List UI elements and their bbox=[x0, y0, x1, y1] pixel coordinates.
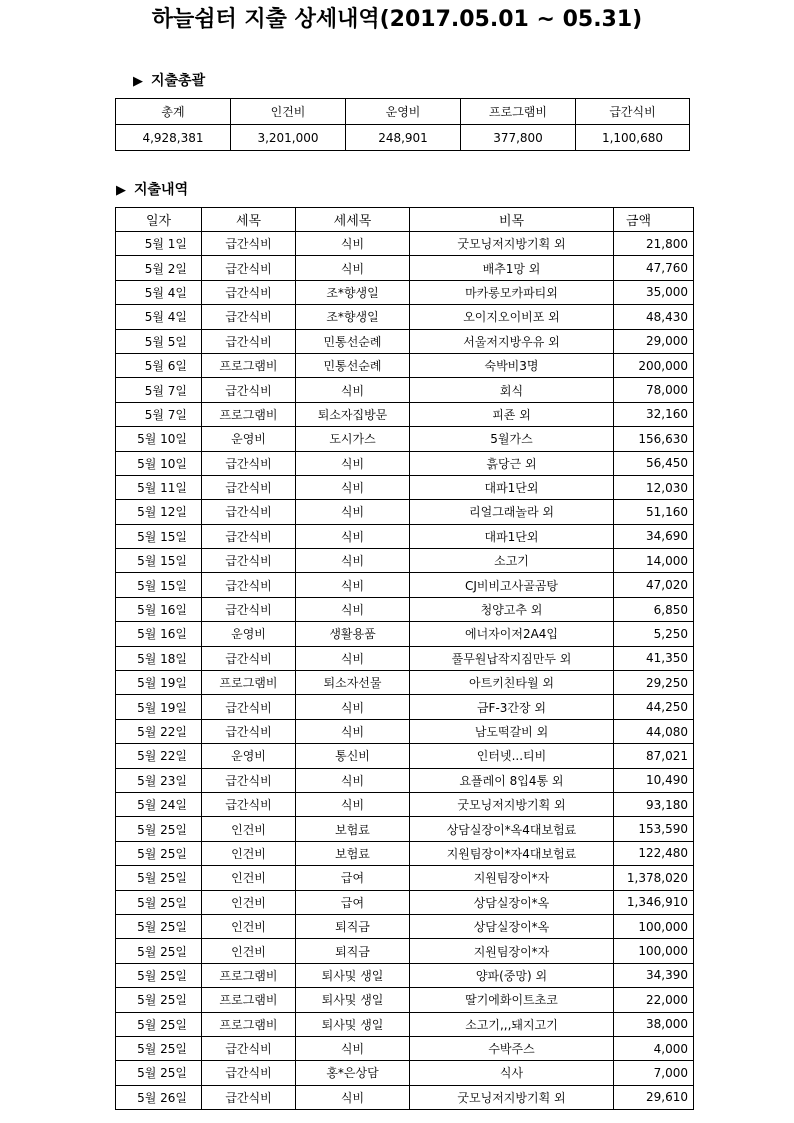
category-cell: 운영비 bbox=[202, 427, 296, 451]
details-table bbox=[115, 207, 694, 1110]
subcategory-cell: 보험료 bbox=[296, 841, 410, 865]
details-header-cell: 비목 bbox=[410, 208, 614, 232]
subcategory-cell: 퇴직금 bbox=[296, 939, 410, 963]
table-row bbox=[116, 817, 694, 841]
table-row bbox=[116, 256, 694, 280]
subcategory-cell: 퇴소자집방문 bbox=[296, 402, 410, 426]
item-cell: 지원팀장이*자 bbox=[410, 939, 614, 963]
date-cell: 5월 25일 bbox=[116, 963, 202, 987]
item-cell: 굿모닝저지방기획 외 bbox=[410, 1085, 614, 1109]
table-row bbox=[116, 671, 694, 695]
item-cell: 굿모닝저지방기획 외 bbox=[410, 792, 614, 816]
table-row bbox=[116, 329, 694, 353]
summary-value-cell: 377,800 bbox=[461, 125, 576, 151]
item-cell: 흙당근 외 bbox=[410, 451, 614, 475]
category-cell: 급간식비 bbox=[202, 597, 296, 621]
details-heading bbox=[116, 179, 188, 199]
category-cell: 급간식비 bbox=[202, 1085, 296, 1109]
date-cell: 5월 7일 bbox=[116, 402, 202, 426]
subcategory-cell: 식비 bbox=[296, 695, 410, 719]
date-cell: 5월 24일 bbox=[116, 792, 202, 816]
date-cell: 5월 4일 bbox=[116, 305, 202, 329]
amount-cell: 32,160 bbox=[614, 402, 694, 426]
category-cell: 인건비 bbox=[202, 939, 296, 963]
category-cell: 급간식비 bbox=[202, 573, 296, 597]
category-cell: 급간식비 bbox=[202, 768, 296, 792]
amount-cell: 4,000 bbox=[614, 1036, 694, 1060]
amount-cell: 1,378,020 bbox=[614, 866, 694, 890]
details-header-row bbox=[116, 208, 694, 232]
item-cell: 대파1단외 bbox=[410, 475, 614, 499]
table-row bbox=[116, 890, 694, 914]
subcategory-cell: 퇴직금 bbox=[296, 914, 410, 938]
item-cell: 배추1망 외 bbox=[410, 256, 614, 280]
details-header-cell: 세세목 bbox=[296, 208, 410, 232]
summary-heading bbox=[133, 70, 205, 90]
date-cell: 5월 18일 bbox=[116, 646, 202, 670]
table-row bbox=[116, 768, 694, 792]
item-cell: 숙박비3명 bbox=[410, 353, 614, 377]
page-title: 하늘쉼터 지출 상세내역(2017.05.01 ~ 05.31) bbox=[151, 7, 643, 32]
table-row bbox=[116, 353, 694, 377]
table-row bbox=[116, 475, 694, 499]
table-row bbox=[116, 841, 694, 865]
category-cell: 급간식비 bbox=[202, 500, 296, 524]
summary-value-cell: 248,901 bbox=[346, 125, 461, 151]
category-cell: 급간식비 bbox=[202, 329, 296, 353]
category-cell: 급간식비 bbox=[202, 232, 296, 256]
triangle-right-icon: ▶ bbox=[116, 183, 126, 198]
category-cell: 급간식비 bbox=[202, 792, 296, 816]
item-cell: 대파1단외 bbox=[410, 524, 614, 548]
date-cell: 5월 12일 bbox=[116, 500, 202, 524]
item-cell: 상담실장이*옥 bbox=[410, 914, 614, 938]
subcategory-cell: 홍*은상담 bbox=[296, 1061, 410, 1085]
subcategory-cell: 식비 bbox=[296, 719, 410, 743]
amount-cell: 47,020 bbox=[614, 573, 694, 597]
item-cell: 에너자이저2A4입 bbox=[410, 622, 614, 646]
table-row bbox=[116, 866, 694, 890]
item-cell: 인터넷...티비 bbox=[410, 744, 614, 768]
amount-cell: 10,490 bbox=[614, 768, 694, 792]
amount-cell: 29,000 bbox=[614, 329, 694, 353]
item-cell: 지원팀장이*자4대보험료 bbox=[410, 841, 614, 865]
subcategory-cell: 식비 bbox=[296, 475, 410, 499]
date-cell: 5월 25일 bbox=[116, 890, 202, 914]
subcategory-cell: 식비 bbox=[296, 549, 410, 573]
item-cell: 청양고추 외 bbox=[410, 597, 614, 621]
subcategory-cell: 퇴사및 생일 bbox=[296, 1012, 410, 1036]
subcategory-cell: 식비 bbox=[296, 524, 410, 548]
table-row bbox=[116, 988, 694, 1012]
category-cell: 급간식비 bbox=[202, 451, 296, 475]
item-cell: 회식 bbox=[410, 378, 614, 402]
amount-cell: 48,430 bbox=[614, 305, 694, 329]
details-header-cell: 세목 bbox=[202, 208, 296, 232]
subcategory-cell: 식비 bbox=[296, 500, 410, 524]
subcategory-cell: 조*향생일 bbox=[296, 305, 410, 329]
subcategory-cell: 급여 bbox=[296, 890, 410, 914]
details-header-cell: 금액 bbox=[614, 208, 694, 232]
date-cell: 5월 25일 bbox=[116, 988, 202, 1012]
table-row bbox=[116, 573, 694, 597]
date-cell: 5월 25일 bbox=[116, 939, 202, 963]
subcategory-cell: 식비 bbox=[296, 232, 410, 256]
table-row bbox=[116, 524, 694, 548]
subcategory-cell: 식비 bbox=[296, 256, 410, 280]
date-cell: 5월 16일 bbox=[116, 622, 202, 646]
table-row bbox=[116, 280, 694, 304]
summary-header-cell: 급간식비 bbox=[576, 99, 690, 125]
date-cell: 5월 11일 bbox=[116, 475, 202, 499]
date-cell: 5월 10일 bbox=[116, 427, 202, 451]
table-row bbox=[116, 232, 694, 256]
amount-cell: 100,000 bbox=[614, 939, 694, 963]
amount-cell: 47,760 bbox=[614, 256, 694, 280]
amount-cell: 38,000 bbox=[614, 1012, 694, 1036]
category-cell: 프로그램비 bbox=[202, 402, 296, 426]
amount-cell: 29,610 bbox=[614, 1085, 694, 1109]
subcategory-cell: 식비 bbox=[296, 378, 410, 402]
item-cell: 5월가스 bbox=[410, 427, 614, 451]
table-row bbox=[116, 939, 694, 963]
subcategory-cell: 식비 bbox=[296, 646, 410, 670]
table-row bbox=[116, 695, 694, 719]
table-row bbox=[116, 622, 694, 646]
category-cell: 인건비 bbox=[202, 914, 296, 938]
summary-heading-text: 지출총괄 bbox=[151, 73, 206, 89]
category-cell: 급간식비 bbox=[202, 1036, 296, 1060]
table-row bbox=[116, 305, 694, 329]
summary-value-row bbox=[116, 125, 690, 151]
amount-cell: 56,450 bbox=[614, 451, 694, 475]
summary-header-cell: 인건비 bbox=[231, 99, 346, 125]
item-cell: 지원팀장이*자 bbox=[410, 866, 614, 890]
date-cell: 5월 4일 bbox=[116, 280, 202, 304]
table-row bbox=[116, 451, 694, 475]
date-cell: 5월 25일 bbox=[116, 817, 202, 841]
subcategory-cell: 식비 bbox=[296, 792, 410, 816]
details-header-cell: 일자 bbox=[116, 208, 202, 232]
table-row bbox=[116, 1085, 694, 1109]
category-cell: 급간식비 bbox=[202, 378, 296, 402]
item-cell: 금F-3간장 외 bbox=[410, 695, 614, 719]
table-row bbox=[116, 914, 694, 938]
category-cell: 운영비 bbox=[202, 622, 296, 646]
summary-header-cell: 운영비 bbox=[346, 99, 461, 125]
subcategory-cell: 통신비 bbox=[296, 744, 410, 768]
category-cell: 급간식비 bbox=[202, 305, 296, 329]
item-cell: 양파(중망) 외 bbox=[410, 963, 614, 987]
subcategory-cell: 퇴소자선물 bbox=[296, 671, 410, 695]
subcategory-cell: 민통선순례 bbox=[296, 353, 410, 377]
details-body bbox=[116, 232, 694, 1110]
date-cell: 5월 23일 bbox=[116, 768, 202, 792]
category-cell: 급간식비 bbox=[202, 719, 296, 743]
amount-cell: 200,000 bbox=[614, 353, 694, 377]
amount-cell: 41,350 bbox=[614, 646, 694, 670]
subcategory-cell: 식비 bbox=[296, 768, 410, 792]
subcategory-cell: 식비 bbox=[296, 573, 410, 597]
table-row bbox=[116, 744, 694, 768]
summary-header-cell: 총계 bbox=[116, 99, 231, 125]
amount-cell: 34,390 bbox=[614, 963, 694, 987]
amount-cell: 153,590 bbox=[614, 817, 694, 841]
subcategory-cell: 조*향생일 bbox=[296, 280, 410, 304]
category-cell: 급간식비 bbox=[202, 695, 296, 719]
subcategory-cell: 민통선순례 bbox=[296, 329, 410, 353]
category-cell: 급간식비 bbox=[202, 475, 296, 499]
amount-cell: 7,000 bbox=[614, 1061, 694, 1085]
date-cell: 5월 22일 bbox=[116, 744, 202, 768]
subcategory-cell: 식비 bbox=[296, 1085, 410, 1109]
subcategory-cell: 식비 bbox=[296, 451, 410, 475]
date-cell: 5월 7일 bbox=[116, 378, 202, 402]
table-row bbox=[116, 597, 694, 621]
item-cell: 소고기,,,돼지고기 bbox=[410, 1012, 614, 1036]
date-cell: 5월 2일 bbox=[116, 256, 202, 280]
subcategory-cell: 생활용품 bbox=[296, 622, 410, 646]
item-cell: 리얼그래놀라 외 bbox=[410, 500, 614, 524]
amount-cell: 35,000 bbox=[614, 280, 694, 304]
date-cell: 5월 5일 bbox=[116, 329, 202, 353]
table-row bbox=[116, 500, 694, 524]
amount-cell: 29,250 bbox=[614, 671, 694, 695]
item-cell: 소고기 bbox=[410, 549, 614, 573]
subcategory-cell: 식비 bbox=[296, 1036, 410, 1060]
date-cell: 5월 19일 bbox=[116, 671, 202, 695]
item-cell: 상담실장이*옥 bbox=[410, 890, 614, 914]
item-cell: 피죤 외 bbox=[410, 402, 614, 426]
item-cell: 요플레이 8입4통 외 bbox=[410, 768, 614, 792]
date-cell: 5월 25일 bbox=[116, 841, 202, 865]
category-cell: 급간식비 bbox=[202, 280, 296, 304]
date-cell: 5월 6일 bbox=[116, 353, 202, 377]
subcategory-cell: 급여 bbox=[296, 866, 410, 890]
details-heading-text: 지출내역 bbox=[134, 182, 189, 198]
category-cell: 급간식비 bbox=[202, 256, 296, 280]
amount-cell: 87,021 bbox=[614, 744, 694, 768]
date-cell: 5월 15일 bbox=[116, 549, 202, 573]
date-cell: 5월 22일 bbox=[116, 719, 202, 743]
amount-cell: 44,250 bbox=[614, 695, 694, 719]
category-cell: 프로그램비 bbox=[202, 1012, 296, 1036]
table-row bbox=[116, 402, 694, 426]
category-cell: 급간식비 bbox=[202, 646, 296, 670]
triangle-right-icon: ▶ bbox=[133, 74, 143, 89]
table-row bbox=[116, 1061, 694, 1085]
amount-cell: 22,000 bbox=[614, 988, 694, 1012]
amount-cell: 1,346,910 bbox=[614, 890, 694, 914]
summary-value-cell: 3,201,000 bbox=[231, 125, 346, 151]
item-cell: 수박주스 bbox=[410, 1036, 614, 1060]
date-cell: 5월 10일 bbox=[116, 451, 202, 475]
date-cell: 5월 25일 bbox=[116, 1061, 202, 1085]
category-cell: 프로그램비 bbox=[202, 988, 296, 1012]
date-cell: 5월 26일 bbox=[116, 1085, 202, 1109]
summary-value-cell: 4,928,381 bbox=[116, 125, 231, 151]
subcategory-cell: 퇴사및 생일 bbox=[296, 988, 410, 1012]
table-row bbox=[116, 427, 694, 451]
category-cell: 운영비 bbox=[202, 744, 296, 768]
summary-header-row bbox=[116, 99, 690, 125]
amount-cell: 34,690 bbox=[614, 524, 694, 548]
table-row bbox=[116, 646, 694, 670]
amount-cell: 44,080 bbox=[614, 719, 694, 743]
table-row bbox=[116, 1012, 694, 1036]
date-cell: 5월 1일 bbox=[116, 232, 202, 256]
date-cell: 5월 25일 bbox=[116, 866, 202, 890]
amount-cell: 93,180 bbox=[614, 792, 694, 816]
date-cell: 5월 15일 bbox=[116, 573, 202, 597]
item-cell: 아트키친타월 외 bbox=[410, 671, 614, 695]
table-row bbox=[116, 1036, 694, 1060]
amount-cell: 51,160 bbox=[614, 500, 694, 524]
category-cell: 프로그램비 bbox=[202, 963, 296, 987]
summary-table bbox=[115, 98, 690, 151]
item-cell: 상담실장이*옥4대보험료 bbox=[410, 817, 614, 841]
table-row bbox=[116, 378, 694, 402]
category-cell: 인건비 bbox=[202, 841, 296, 865]
date-cell: 5월 16일 bbox=[116, 597, 202, 621]
table-row bbox=[116, 963, 694, 987]
summary-header-cell: 프로그램비 bbox=[461, 99, 576, 125]
subcategory-cell: 퇴사및 생일 bbox=[296, 963, 410, 987]
item-cell: 식사 bbox=[410, 1061, 614, 1085]
category-cell: 급간식비 bbox=[202, 1061, 296, 1085]
summary-value-cell: 1,100,680 bbox=[576, 125, 690, 151]
item-cell: CJ비비고사골곰탕 bbox=[410, 573, 614, 597]
category-cell: 인건비 bbox=[202, 890, 296, 914]
date-cell: 5월 25일 bbox=[116, 1036, 202, 1060]
amount-cell: 122,480 bbox=[614, 841, 694, 865]
date-cell: 5월 19일 bbox=[116, 695, 202, 719]
category-cell: 급간식비 bbox=[202, 549, 296, 573]
date-cell: 5월 25일 bbox=[116, 1012, 202, 1036]
item-cell: 딸기에화이트초코 bbox=[410, 988, 614, 1012]
subcategory-cell: 도시가스 bbox=[296, 427, 410, 451]
item-cell: 굿모닝저지방기획 외 bbox=[410, 232, 614, 256]
subcategory-cell: 보험료 bbox=[296, 817, 410, 841]
item-cell: 풀무원납작지짐만두 외 bbox=[410, 646, 614, 670]
date-cell: 5월 25일 bbox=[116, 914, 202, 938]
table-row bbox=[116, 792, 694, 816]
amount-cell: 14,000 bbox=[614, 549, 694, 573]
amount-cell: 78,000 bbox=[614, 378, 694, 402]
amount-cell: 6,850 bbox=[614, 597, 694, 621]
date-cell: 5월 15일 bbox=[116, 524, 202, 548]
item-cell: 오이지오이비포 외 bbox=[410, 305, 614, 329]
category-cell: 인건비 bbox=[202, 866, 296, 890]
category-cell: 프로그램비 bbox=[202, 353, 296, 377]
category-cell: 급간식비 bbox=[202, 524, 296, 548]
amount-cell: 100,000 bbox=[614, 914, 694, 938]
item-cell: 마카롱모카파티외 bbox=[410, 280, 614, 304]
amount-cell: 21,800 bbox=[614, 232, 694, 256]
item-cell: 서울저지방우유 외 bbox=[410, 329, 614, 353]
table-row bbox=[116, 719, 694, 743]
amount-cell: 156,630 bbox=[614, 427, 694, 451]
category-cell: 프로그램비 bbox=[202, 671, 296, 695]
table-row bbox=[116, 549, 694, 573]
item-cell: 남도떡갈비 외 bbox=[410, 719, 614, 743]
amount-cell: 12,030 bbox=[614, 475, 694, 499]
category-cell: 인건비 bbox=[202, 817, 296, 841]
amount-cell: 5,250 bbox=[614, 622, 694, 646]
subcategory-cell: 식비 bbox=[296, 597, 410, 621]
